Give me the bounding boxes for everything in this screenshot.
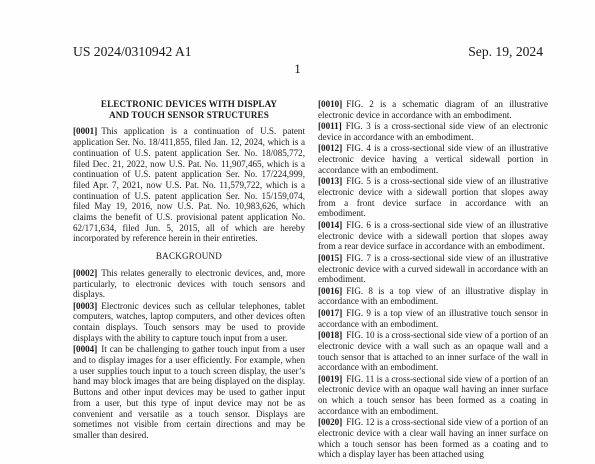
paragraph-text: FIG. 12 is a cross-sectional side view of a portion of an electronic device with a clear wall having an inner surface on which a touch sensor has been formed as a coating and to which a display layer has been attached using xyxy=(318,417,548,460)
paragraph-text: FIG. 6 is a cross-sectional side view of an illustrative electronic device with a sidewall portion that slopes away from a rear device surface in accordance with an embodiment. xyxy=(318,219,548,252)
paragraph-number: [0019] xyxy=(318,373,343,384)
right-column xyxy=(318,99,548,461)
paragraph-number: [0017] xyxy=(318,307,343,318)
paragraph-number: [0012] xyxy=(318,143,343,154)
paragraph-text: FIG. 7 is a cross-sectional side view of an illustrative electronic device with a curved sidewall in accordance with an embodiment. xyxy=(318,252,548,285)
publication-number: US 2024/0310942 A1 xyxy=(73,44,192,59)
page-number: 1 xyxy=(294,61,301,76)
paragraph xyxy=(318,253,548,285)
paragraph-number: [0020] xyxy=(318,417,343,428)
paragraph-number: [0003] xyxy=(73,300,98,311)
paragraph-text: Electronic devices such as cellular telephones, tablet computers, watches, laptop computers, and other devices often contain displays. Touch sensors may be used to provide displays with the ability to capture touch input from a user. xyxy=(73,300,305,343)
paragraph xyxy=(318,143,548,175)
paragraph xyxy=(73,268,305,300)
publication-date: Sep. 19, 2024 xyxy=(468,44,543,59)
paragraph-number: [0018] xyxy=(318,330,343,341)
paragraph-number: [0011] xyxy=(318,121,342,132)
paragraph xyxy=(318,374,548,417)
paragraph-text: This application is a continuation of U.S. patent application Ser. No. 18/411,855, filed Jan. 12, 2024, which is a continuation of U.S. patent application Ser. No. 18/085,772, filed Dec. 21, 2022, now U.S. Pat. No. 11,907,465, which is a continuation of U.S. patent application Ser. No. 17/224,999, filed Apr. 7, 2021, now U.S. Pat. No. 11,579,722, which is a continuation of U.S. patent application Ser. No. 15/159,074, filed May 19, 2016, now U.S. Pat. No. 10,983,626, which claims the benefit of U.S. provisional patent application No. 62/171,634, filed Jun. 5, 2015, all of which are hereby incorporated by reference herein in their entireties. xyxy=(73,126,305,244)
paragraph-text: FIG. 4 is a cross-sectional side view of an illustrative electronic device having a vertical sidewall portion in accordance with an embodiment. xyxy=(318,143,548,175)
paragraph xyxy=(318,417,548,460)
paragraph xyxy=(318,286,548,307)
paragraph-number: [0002] xyxy=(73,267,98,278)
paragraph-number: [0016] xyxy=(318,285,343,296)
paragraph-number: [0014] xyxy=(318,219,343,230)
paragraph-number: [0010] xyxy=(318,99,343,109)
paragraph-text: FIG. 2 is a schematic diagram of an illustrative electronic device in accordance with an embodiment. xyxy=(318,99,548,120)
paragraph xyxy=(318,308,548,329)
paragraph-number: [0015] xyxy=(318,252,343,263)
paragraph xyxy=(73,301,305,344)
title-line: ELECTRONIC DEVICES WITH DISPLAY xyxy=(100,99,278,109)
left-column xyxy=(73,99,305,441)
paragraph-number: [0001] xyxy=(73,126,98,137)
paragraph-number: [0013] xyxy=(318,176,343,187)
paragraph-text: FIG. 5 is a cross-sectional side view of an illustrative electronic device with a sidewall portion that slopes away from a front device surface in accordance with an embodiment. xyxy=(318,176,548,219)
paragraph xyxy=(318,220,548,252)
paragraph xyxy=(318,121,548,142)
paragraph-text: This relates generally to electronic devices, and, more particularly, to electronic devices with touch sensors and displays. xyxy=(73,267,305,300)
paragraph-text: FIG. 9 is a top view of an illustrative touch sensor in accordance with an embodiment. xyxy=(318,307,548,329)
paragraph-text: FIG. 3 is a cross-sectional side view of an electronic device in accordance with an embodiment. xyxy=(318,121,548,142)
paragraph-text: FIG. 10 is a cross-sectional side view of a portion of an electronic device with a wall such as an opaque wall and a touch sensor that is attached to an inner surface of the wall in accordance with an embodiment. xyxy=(318,330,548,373)
paragraph-text: It can be challenging to gather touch input from a user and to display images for a user efficiently. For example, when a user supplies touch input to a touch screen display, the user’s hand may block images that are being displayed on the display. Buttons and other input devices may be used to gather input from a user, but this type of input device may not be as convenient and versatile as a touch sensor. Displays are sometimes not visible from certain directions and may be smaller than desired. xyxy=(73,344,305,440)
paragraph xyxy=(318,330,548,373)
paragraph-text: FIG. 11 is a cross-sectional side view of a portion of an electronic device with an opaque wall having an inner surface on which a touch sensor has been formed as a coating in accordance with an embodiment. xyxy=(318,373,548,416)
paragraph xyxy=(318,176,548,219)
paragraph xyxy=(318,99,548,120)
section-heading-background: BACKGROUND xyxy=(155,251,223,262)
paragraph xyxy=(73,344,305,440)
title-line: AND TOUCH SENSOR STRUCTURES xyxy=(109,109,269,120)
document-title xyxy=(73,99,305,120)
paragraph-number: [0004] xyxy=(73,344,98,355)
paragraph-text: FIG. 8 is a top view of an illustrative display in accordance with an embodiment. xyxy=(318,285,548,307)
paragraph xyxy=(73,126,305,244)
